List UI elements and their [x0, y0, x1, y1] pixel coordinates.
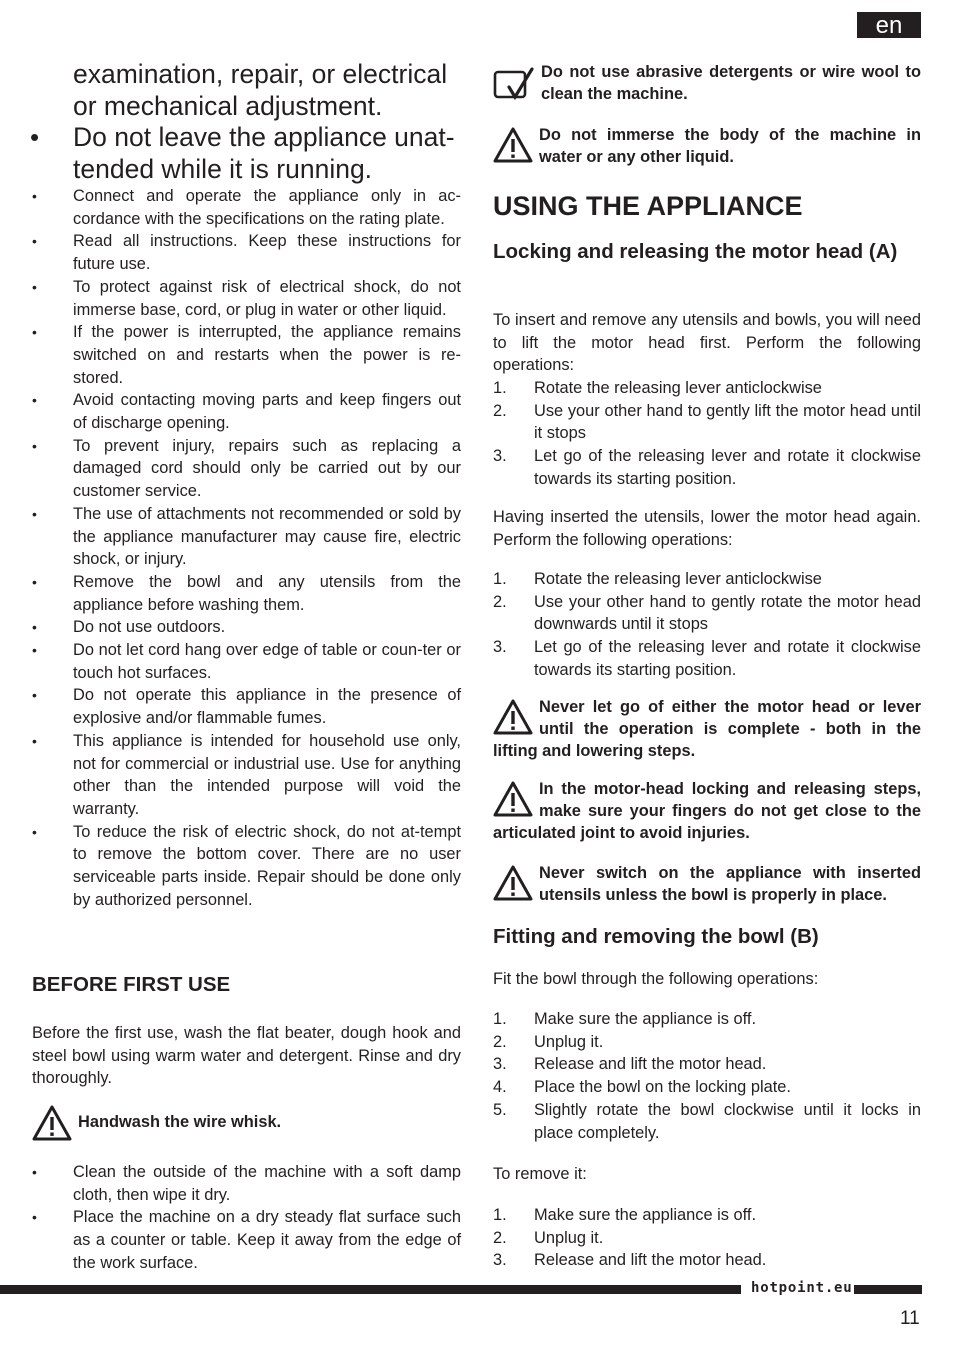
- remove-intro: To remove it:: [493, 1165, 587, 1183]
- list-item: • Clean the outside of the machine with a soft damp cloth, then wipe it dry.: [32, 1161, 461, 1206]
- list-item: • Read all instructions. Keep these instructions for future use.: [32, 230, 461, 275]
- list-item: • The use of attachments not recommended or sold by the appliance manufacturer may cause fire, electric shock, or injury.: [32, 503, 461, 571]
- cleaning-note-text: Do not use abrasive detergents or wire wool to clean the machine.: [541, 63, 921, 103]
- list-item: • Do not use outdoors.: [32, 616, 461, 639]
- warning-icon: [493, 780, 533, 818]
- immerse-warning-text: Do not immerse the body of the machine in water or any other liquid.: [539, 126, 921, 166]
- bowl-heading: Fitting and removing the bowl (B): [493, 925, 819, 948]
- warning-icon: [32, 1104, 72, 1142]
- cleaning-note: [493, 61, 921, 105]
- list-item: • To reduce the risk of electric shock, do not at-tempt to remove the bottom cover. There are no user serviceable parts inside. Repair should be done only by authorized personnel.: [32, 821, 461, 912]
- warning-icon: [493, 864, 533, 902]
- brand-url: hotpoint.eu: [751, 1280, 853, 1296]
- footer-rule-right: [854, 1285, 922, 1294]
- motor-head-warning-text: Never let go of either the motor head or lever until the operation is complete - both in the lifting and lowering steps.: [493, 698, 921, 760]
- bowl-in-place-warning: [493, 862, 921, 906]
- locking-heading: Locking and releasing the motor head (A): [493, 240, 898, 263]
- motor-head-warning: [493, 696, 921, 762]
- section-title: USING THE APPLIANCE: [493, 191, 803, 221]
- fingers-warning: [493, 778, 921, 844]
- list-item: 2. Unplug it.: [493, 1032, 604, 1051]
- before-first-use-heading: BEFORE FIRST USE: [32, 973, 231, 996]
- warning-icon: [493, 698, 533, 736]
- language-badge: en: [857, 12, 921, 38]
- lower-steps-list: [493, 568, 921, 682]
- list-item: 1. Rotate the releasing lever anticlockwise: [493, 379, 822, 397]
- list-item: 5. Slightly rotate the bowl clockwise until it locks in place completely.: [493, 1100, 921, 1142]
- list-item: 1. Make sure the appliance is off.: [493, 1010, 757, 1028]
- list-item: • Avoid contacting moving parts and keep fingers out of discharge opening.: [32, 389, 461, 434]
- setup-bullet-list: [32, 1161, 461, 1275]
- list-item: 2. Use your other hand to gently lift the motor head until it stops: [493, 401, 921, 443]
- footer-rule-left: [0, 1285, 741, 1294]
- list-item: • Do not operate this appliance in the presence of explosive and/or flammable fumes.: [32, 684, 461, 729]
- checkbox-note-icon: [493, 63, 535, 101]
- intro-bullet-text: Do not leave the appliance unat-tended while it is running.: [73, 122, 455, 184]
- list-item: 3. Release and lift the motor head.: [493, 1251, 767, 1270]
- handwash-warning-text: Handwash the wire whisk.: [78, 1113, 282, 1131]
- bowl-intro: Fit the bowl through the following operations:: [493, 970, 819, 988]
- fit-steps-list: [493, 1008, 921, 1144]
- immerse-warning: [493, 124, 921, 168]
- bowl-in-place-warning-text: Never switch on the appliance with inserted utensils unless the bowl is properly in place.: [539, 864, 921, 904]
- list-item: • Do not let cord hang over edge of table or coun-ter or touch hot surfaces.: [32, 639, 461, 684]
- list-item: 1. Rotate the releasing lever anticlockwise: [493, 570, 822, 588]
- list-item: • This appliance is intended for household use only, not for commercial or industrial use. Use for anything other than the intended purpose will void the warranty.: [32, 730, 461, 821]
- bullet-dot: •: [30, 122, 40, 152]
- lift-steps-list: [493, 377, 921, 491]
- list-item: • Connect and operate the appliance only in ac-cordance with the specifications on the rating plate.: [32, 185, 461, 230]
- page-number: 11: [900, 1308, 920, 1329]
- list-item: 2. Use your other hand to gently rotate the motor head downwards until it stops: [493, 592, 921, 634]
- list-item: 1. Make sure the appliance is off.: [493, 1206, 757, 1224]
- before-first-use-text: Before the first use, wash the flat beater, dough hook and steel bowl using warm water and detergent. Rinse and dry thoroughly.: [32, 1024, 461, 1088]
- list-item: 2. Unplug it.: [493, 1228, 604, 1247]
- list-item: 3. Release and lift the motor head.: [493, 1055, 767, 1074]
- list-item: • To protect against risk of electrical shock, do not immerse base, cord, or plug in water or other liquid.: [32, 276, 461, 321]
- list-item: 4. Place the bowl on the locking plate.: [493, 1078, 791, 1097]
- list-item: 3. Let go of the releasing lever and rotate it clockwise towards its starting position.: [493, 447, 921, 488]
- locking-intro: To insert and remove any utensils and bowls, you will need to lift the motor head first. Perform the following operations:: [493, 311, 921, 375]
- list-item: 3. Let go of the releasing lever and rotate it clockwise towards its starting position.: [493, 638, 921, 679]
- lower-intro: Having inserted the utensils, lower the motor head again. Perform the following operations:: [493, 508, 921, 549]
- list-item: • Place the machine on a dry steady flat surface such as a counter or table. Keep it away from the edge of the work surface.: [32, 1206, 461, 1274]
- warning-icon: [493, 126, 533, 164]
- list-item: • If the power is interrupted, the appliance remains switched on and restarts when the power is re-stored.: [32, 321, 461, 389]
- intro-continuation: examination, repair, or electrical or mechanical adjustment.: [73, 59, 448, 121]
- list-item: • Remove the bowl and any utensils from the appliance before washing them.: [32, 571, 461, 616]
- safety-bullet-list: [32, 185, 461, 912]
- fingers-warning-text: In the motor-head locking and releasing steps, make sure your fingers do not get close to the articulated joint to avoid injuries.: [493, 780, 921, 842]
- handwash-warning: [32, 1102, 461, 1142]
- remove-steps-list: [493, 1204, 921, 1272]
- list-item: • To prevent injury, repairs such as replacing a damaged cord should only be carried out by our customer service.: [32, 435, 461, 503]
